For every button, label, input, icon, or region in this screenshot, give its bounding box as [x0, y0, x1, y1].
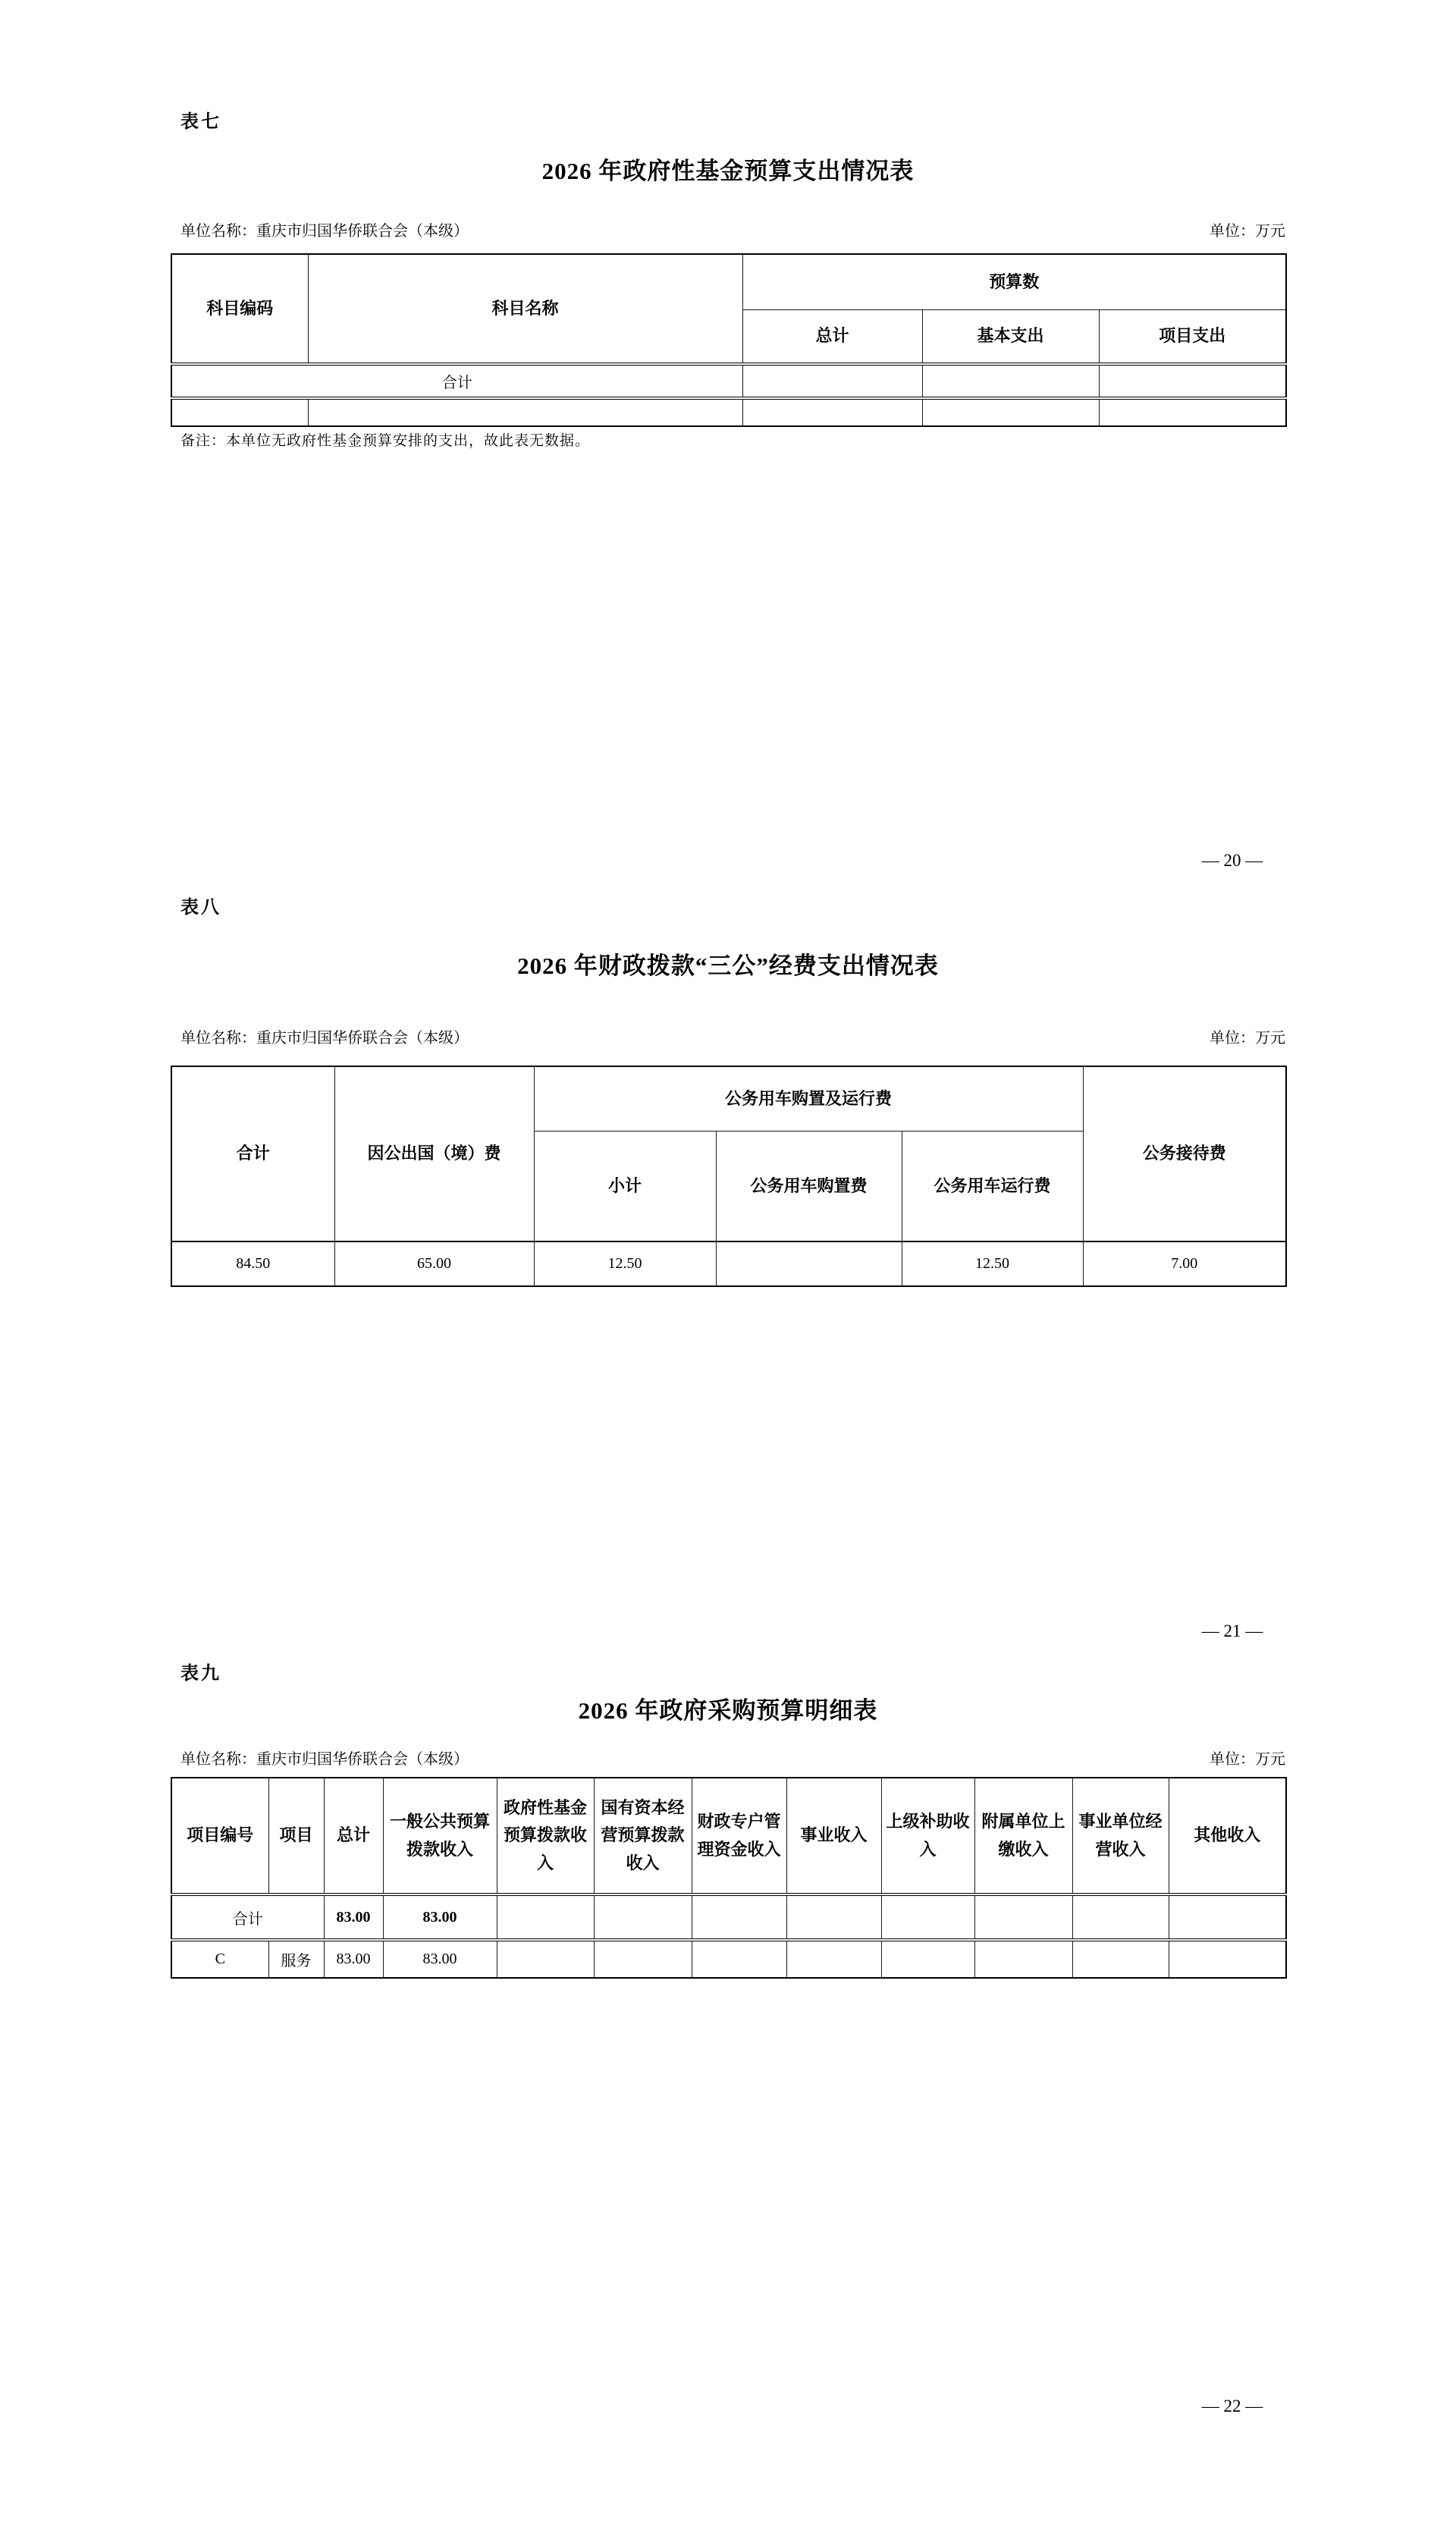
t8-header-subtotal: 小计: [534, 1131, 716, 1241]
t7-total-row-label: 合计: [171, 364, 742, 398]
table9-info-row: [180, 1747, 1285, 1769]
empty-cell: [692, 1940, 786, 1978]
t8-header-purchase: 公务用车购置费: [716, 1131, 902, 1241]
empty-cell: [1169, 1894, 1286, 1940]
page-number-21: — 21 —: [1201, 1621, 1263, 1640]
t9-total-row-total: 83.00: [324, 1894, 383, 1940]
t8-header-total: 合计: [171, 1066, 334, 1241]
t8-header-abroad: 因公出国（境）费: [334, 1066, 534, 1241]
t9-total-row-general: 83.00: [383, 1894, 497, 1940]
empty-cell: [497, 1894, 594, 1940]
empty-cell: [786, 1940, 881, 1978]
t9-detail-row-total: 83.00: [324, 1940, 383, 1978]
empty-cell: [974, 1940, 1072, 1978]
empty-cell: [1072, 1894, 1169, 1940]
empty-cell: [1169, 1940, 1286, 1978]
table7-section: [0, 0, 1456, 849]
t8-value-purchase: [716, 1241, 902, 1286]
t7-header-subject-name: 科目名称: [308, 254, 742, 364]
t7-header-project: 项目支出: [1099, 309, 1286, 364]
table8-label: 表八: [180, 897, 221, 918]
empty-cell: [171, 398, 308, 426]
empty-cell: [1072, 1940, 1169, 1978]
page-number-22: — 22 —: [1201, 2397, 1263, 2415]
empty-cell: [881, 1940, 974, 1978]
empty-cell: [922, 364, 1099, 398]
empty-cell: [881, 1894, 974, 1940]
t9-header-affiliated-unit-income: 附属单位上缴收入: [974, 1778, 1072, 1894]
table7-note: 备注：本单位无政府性基金预算安排的支出，故此表无数据。: [180, 433, 591, 449]
t9-detail-row-code: C: [171, 1940, 268, 1978]
t7-header-subject-code: 科目编码: [171, 254, 308, 364]
t8-value-operation: 12.50: [902, 1241, 1083, 1286]
table9-section: [0, 1623, 1456, 2530]
empty-cell: [974, 1894, 1072, 1940]
table7-info-row: [180, 218, 1285, 240]
table9-unit: 单位：万元: [1210, 1751, 1285, 1768]
page-number-20: — 20 —: [1201, 851, 1263, 870]
t9-header-superior-subsidy-income: 上级补助收入: [881, 1778, 974, 1894]
empty-cell: [308, 398, 742, 426]
empty-cell: [1099, 364, 1286, 398]
t9-header-other-income: 其他收入: [1169, 1778, 1286, 1894]
table8-unit: 单位：万元: [1210, 1030, 1285, 1047]
empty-cell: [786, 1894, 881, 1940]
table8-title: 2026 年财政拨款“三公”经费支出情况表: [517, 953, 939, 979]
table7-label: 表七: [180, 111, 221, 132]
t7-header-budget-group: 预算数: [742, 254, 1286, 309]
t9-header-institution-operating-income: 事业单位经营收入: [1072, 1778, 1169, 1894]
empty-cell: [742, 364, 922, 398]
table7-gov-fund-budget-table: [171, 253, 1287, 427]
t9-header-project: 项目: [268, 1778, 324, 1894]
t8-header-reception: 公务接待费: [1083, 1066, 1286, 1241]
table8-info-row: [180, 1025, 1285, 1047]
table9-unit-name: 单位名称：重庆市归国华侨联合会（本级）: [180, 1751, 469, 1768]
t9-detail-row-general: 83.00: [383, 1940, 497, 1978]
t8-header-vehicle-group: 公务用车购置及运行费: [534, 1066, 1083, 1131]
t9-header-gov-fund-income: 政府性基金预算拨款收入: [497, 1778, 594, 1894]
t9-header-general-budget-income: 一般公共预算拨款收入: [383, 1778, 497, 1894]
table9-title: 2026 年政府采购预算明细表: [578, 1697, 878, 1724]
t8-header-operation: 公务用车运行费: [902, 1131, 1083, 1241]
table8-three-public-expenses-table: [171, 1066, 1287, 1287]
empty-cell: [497, 1940, 594, 1978]
t8-value-total: 84.50: [171, 1241, 334, 1286]
empty-cell: [692, 1894, 786, 1940]
empty-cell: [594, 1940, 692, 1978]
empty-cell: [594, 1894, 692, 1940]
t8-value-reception: 7.00: [1083, 1241, 1286, 1286]
t8-value-abroad: 65.00: [334, 1241, 534, 1286]
empty-cell: [1099, 398, 1286, 426]
table7-unit-name: 单位名称：重庆市归国华侨联合会（本级）: [180, 223, 469, 240]
t9-header-fiscal-account-income: 财政专户管理资金收入: [692, 1778, 786, 1894]
table8-section: [0, 849, 1456, 1623]
t9-header-total: 总计: [324, 1778, 383, 1894]
t9-detail-row-item: 服务: [268, 1940, 324, 1978]
table8-unit-name: 单位名称：重庆市归国华侨联合会（本级）: [180, 1030, 469, 1047]
t8-value-subtotal: 12.50: [534, 1241, 716, 1286]
table7-title: 2026 年政府性基金预算支出情况表: [541, 158, 915, 184]
empty-cell: [742, 398, 922, 426]
t9-header-institution-income: 事业收入: [786, 1778, 881, 1894]
empty-cell: [922, 398, 1099, 426]
t7-header-total: 总计: [742, 309, 922, 364]
t9-total-row-label: 合计: [171, 1894, 324, 1940]
table9-label: 表九: [180, 1663, 221, 1684]
table9-procurement-budget-table: [171, 1777, 1287, 1979]
t9-header-project-code: 项目编号: [171, 1778, 268, 1894]
table7-unit: 单位：万元: [1210, 223, 1285, 240]
t7-header-basic: 基本支出: [922, 309, 1099, 364]
t9-header-state-capital-income: 国有资本经营预算拨款收入: [594, 1778, 692, 1894]
